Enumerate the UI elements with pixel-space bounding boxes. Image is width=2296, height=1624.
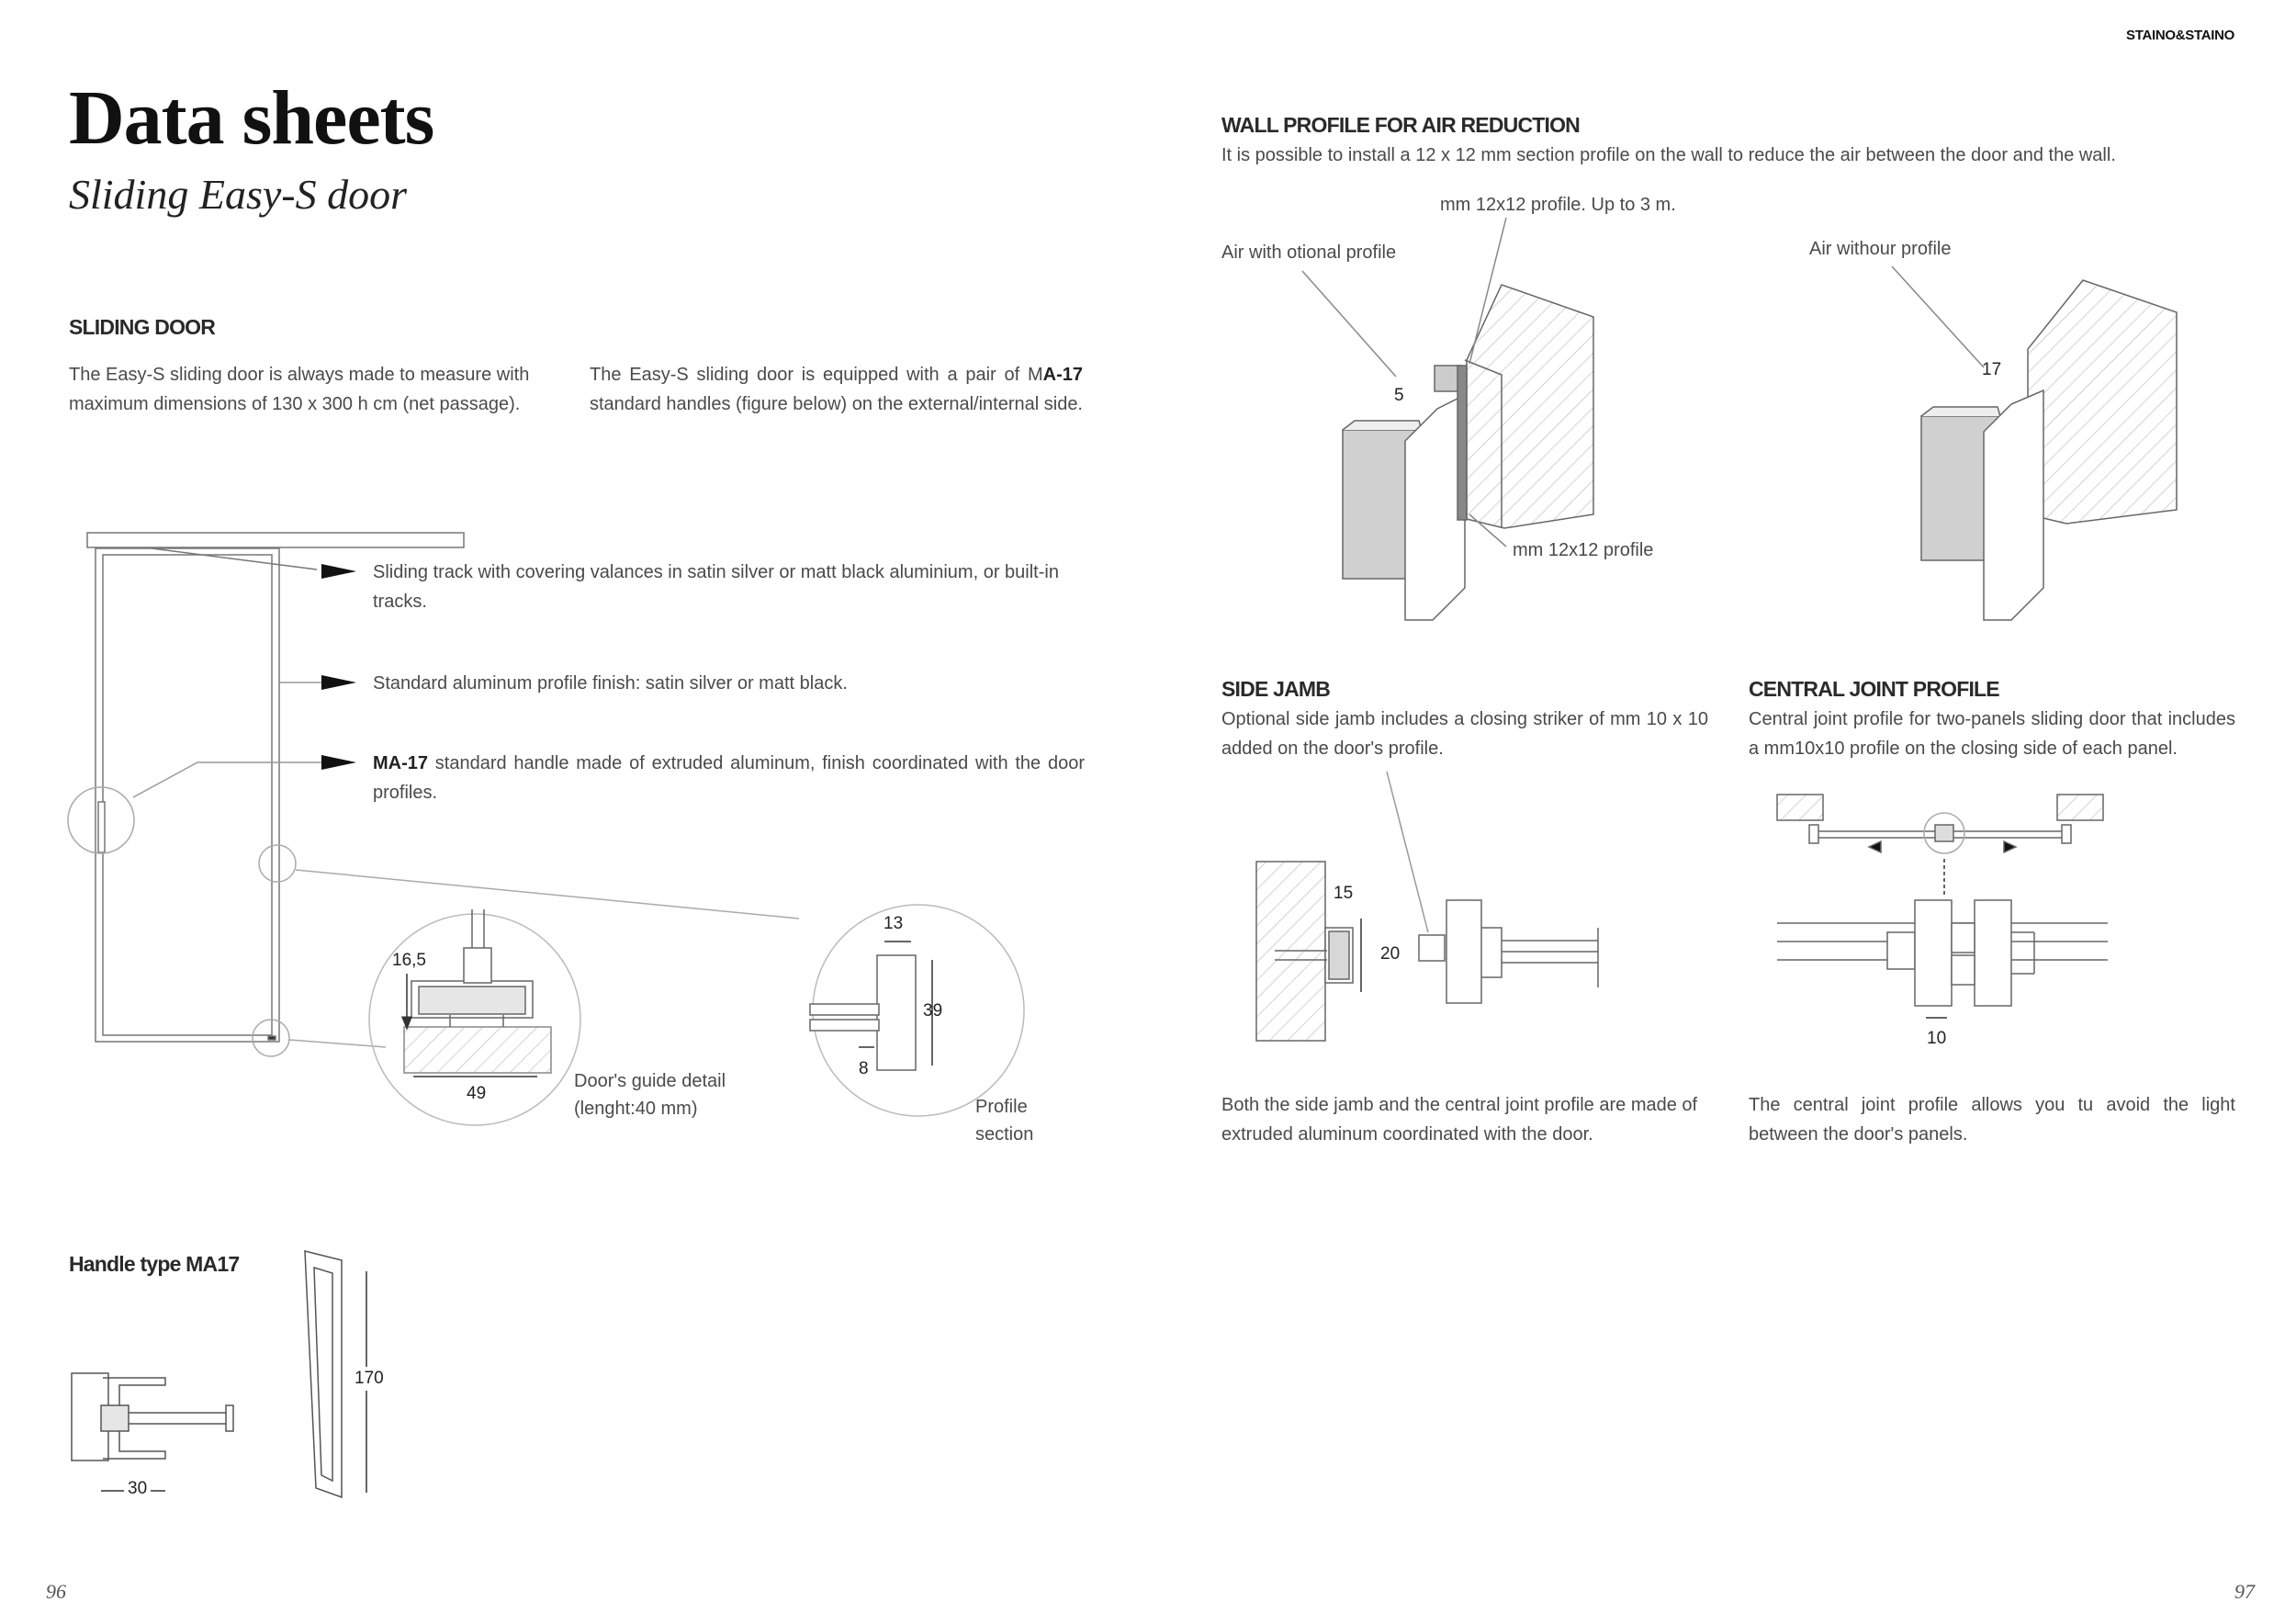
callout-arrows [321,564,356,770]
callout-handle: MA-17 standard handle made of extruded aluminum, finish coordinated with the door profiles. [373,753,1085,803]
callout-profile-finish: Standard aluminum profile finish: satin silver or matt black. [373,673,848,694]
wall-label-profile: mm 12x12 profile [1513,540,1654,560]
sliding-door-text-1: The Easy-S sliding door is always made to measure with maximum dimensions of 130 x 300 h cm (net passage). [69,365,530,414]
wall-profile-heading: WALL PROFILE FOR AIR REDUCTION [1221,113,1580,137]
handle-dim-height: 170 [355,1367,384,1391]
wall-label-air-without: Air withour profile [1809,239,1952,259]
page-number-right: 97 [2234,1580,2255,1603]
sliding-door-heading: SLIDING DOOR [69,315,216,339]
central-joint-heading: CENTRAL JOINT PROFILE [1749,677,1999,701]
brand-logo: STAINO&STAINO [2126,28,2235,43]
sliding-door-text-2: The Easy-S sliding door is equipped with a pair of MA-17 standard handles (figure below) on the external/internal side. [590,365,1083,414]
guide-dim-width: 49 [467,1084,487,1103]
handle-ma17-drawing [72,1251,366,1497]
page-title: Data sheets [69,75,434,161]
side-jamb-dim-side: 20 [1380,944,1401,964]
page-subtitle: Sliding Easy-S door [69,171,407,218]
side-jamb-drawing [1256,772,1598,1041]
central-joint-text: Central joint profile for two-panels sliding door that includes a mm10x10 profile on the closing side of each panel. [1749,709,2235,759]
side-jamb-footer: Both the side jamb and the central joint profile are made of extruded aluminum coordinated with the door. [1221,1095,1698,1145]
profile-dim-right: 39 [923,1001,943,1021]
guide-dim-height: 16,5 [392,951,426,970]
profile-section-drawing [810,905,1024,1116]
wall-dim-with: 5 [1394,386,1404,405]
side-jamb-dim-top: 15 [1334,884,1354,903]
handle-type-heading: Handle type MA17 [69,1252,240,1276]
profile-caption-1: Profile [975,1097,1028,1117]
callout-track: Sliding track with covering valances in satin silver or matt black aluminium, or built-in tracks. [373,562,1059,612]
page-number-left: 96 [46,1580,66,1603]
guide-caption-2: (lenght:40 mm) [574,1099,698,1119]
wall-label-top: mm 12x12 profile. Up to 3 m. [1440,195,1676,215]
central-joint-dim-bottom: 10 [1927,1029,1947,1048]
central-joint-footer: The central joint profile allows you tu avoid the light between the door's panels. [1749,1095,2235,1145]
profile-caption-2: section [975,1124,1034,1145]
wall-dim-without: 17 [1982,360,2002,379]
wall-label-air-with: Air with otional profile [1221,242,1397,263]
wall-profile-text: It is possible to install a 12 x 12 mm section profile on the wall to reduce the air between the door and the wall. [1221,145,2116,165]
central-joint-drawing [1777,795,2108,1018]
profile-dim-bottom: 8 [859,1059,869,1078]
handle-dim-width: 30 [124,1479,151,1499]
guide-caption-1: Door's guide detail [574,1071,726,1091]
side-jamb-text: Optional side jamb includes a closing striker of mm 10 x 10 added on the door's profile. [1221,709,1708,759]
wall-profile-without-drawing [1892,266,2177,620]
profile-dim-top: 13 [884,914,904,933]
side-jamb-heading: SIDE JAMB [1221,677,1331,701]
